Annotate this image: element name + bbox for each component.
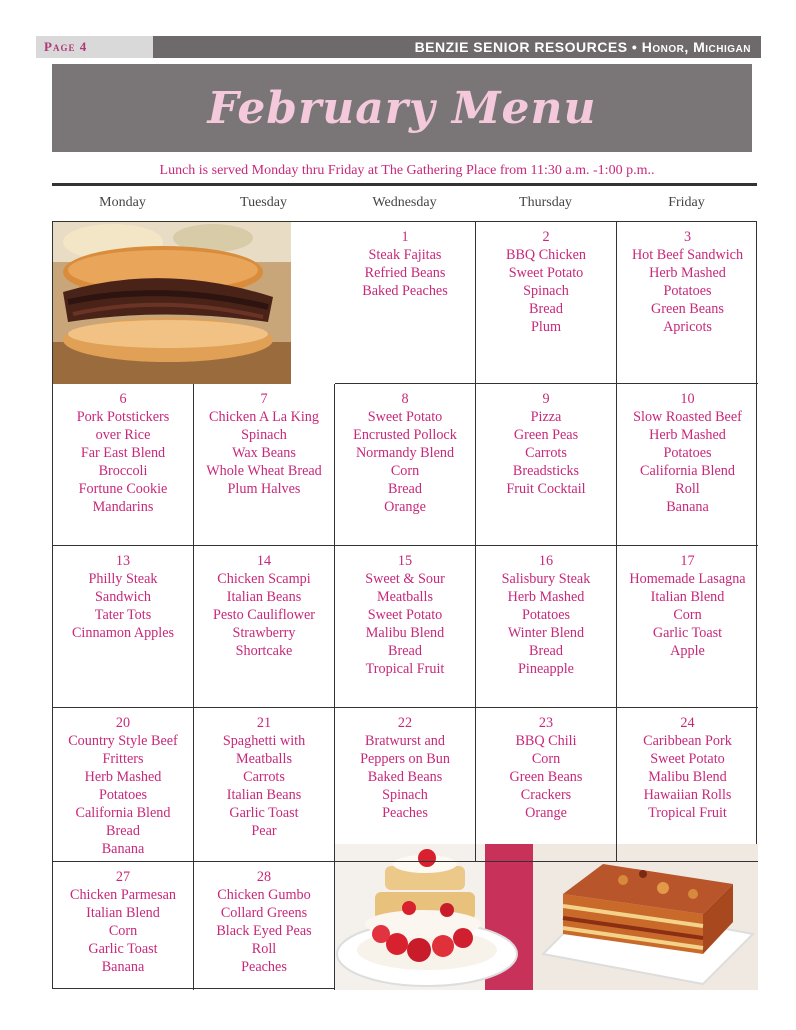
menu-item: Strawberry	[232, 625, 296, 641]
weekday-header	[52, 195, 757, 211]
menu-item: Wax Beans	[232, 445, 296, 461]
menu-item: Encrusted Pollock	[353, 427, 457, 443]
day-number: 24	[680, 715, 695, 731]
menu-item: Tropical Fruit	[365, 661, 445, 677]
menu-item: Orange	[384, 499, 426, 515]
menu-item: Homemade Lasagna	[629, 571, 746, 587]
menu-item: Sweet & Sour	[365, 571, 445, 587]
menu-item: Broccoli	[98, 463, 148, 479]
menu-item: Baked Peaches	[362, 283, 448, 299]
menu-item: Pineapple	[518, 661, 574, 677]
day-number: 15	[397, 553, 413, 569]
menu-item: Meatballs	[377, 589, 433, 605]
menu-item: Pizza	[530, 409, 562, 425]
menu-item: Banana	[101, 959, 145, 975]
day-number: 17	[680, 553, 695, 569]
menu-day-cell	[194, 384, 335, 546]
menu-day-cell	[476, 708, 617, 862]
menu-item: Potatoes	[521, 607, 571, 623]
menu-item: Spaghetti with	[222, 733, 306, 749]
menu-item: Tropical Fruit	[648, 805, 727, 821]
title-banner	[52, 64, 752, 152]
menu-item: Sandwich	[95, 589, 151, 605]
menu-day-cell	[617, 222, 758, 384]
menu-item: Collard Greens	[220, 905, 308, 921]
menu-item: Meatballs	[236, 751, 292, 767]
day-number: 28	[256, 869, 272, 885]
menu-item: Apricots	[663, 319, 712, 335]
menu-item: Bread	[388, 643, 422, 659]
menu-day-cell	[335, 384, 476, 546]
weekday-tuesday: Tuesday	[240, 195, 287, 210]
menu-day-cell	[194, 862, 335, 990]
menu-day-cell	[53, 862, 194, 990]
menu-item: Bratwurst and	[365, 733, 445, 749]
day-number: 13	[115, 553, 131, 569]
menu-item: Hot Beef Sandwich	[631, 247, 744, 263]
menu-item: Potatoes	[663, 445, 712, 461]
menu-day-cell	[476, 222, 617, 384]
menu-item: Slow Roasted Beef	[633, 409, 742, 425]
menu-item: Salisbury Steak	[501, 571, 591, 587]
page-title: February Menu	[207, 82, 597, 134]
menu-item: Potatoes	[663, 283, 712, 299]
menu-item: Garlic Toast	[652, 625, 723, 641]
menu-item: Pork Potstickers	[76, 409, 170, 425]
menu-item: Pear	[251, 823, 277, 839]
menu-item: BBQ Chicken	[506, 247, 586, 263]
menu-item: Mandarins	[92, 499, 154, 515]
menu-item: Green Beans	[509, 769, 583, 785]
menu-item: Whole Wheat Bread	[206, 463, 322, 479]
menu-item: Carrots	[525, 445, 567, 461]
menu-day-cell	[53, 708, 194, 862]
day-number: 22	[397, 715, 413, 731]
menu-day-cell	[194, 708, 335, 862]
menu-item: Philly Steak	[88, 571, 158, 587]
menu-item: Black Eyed Peas	[216, 923, 312, 939]
menu-item: Plum	[531, 319, 561, 335]
menu-item: Sweet Potato	[650, 751, 725, 767]
menu-item: Tater Tots	[94, 607, 152, 623]
weekday-friday: Friday	[668, 195, 705, 210]
menu-item: Corn	[108, 923, 138, 939]
menu-item: Potatoes	[98, 787, 148, 803]
menu-item: Sweet Potato	[508, 265, 584, 281]
menu-item: Winter Blend	[507, 625, 585, 641]
page-header-bar	[36, 36, 761, 58]
menu-item: Cinnamon Apples	[71, 625, 175, 641]
day-number: 27	[115, 869, 131, 885]
menu-item: Shortcake	[235, 643, 293, 659]
menu-item: California Blend	[75, 805, 171, 821]
menu-day-cell	[617, 708, 758, 862]
menu-item: Roll	[675, 481, 700, 497]
menu-item: Normandy Blend	[355, 445, 455, 461]
day-number: 6	[119, 391, 127, 407]
day-number: 16	[538, 553, 554, 569]
menu-day-cell	[194, 546, 335, 708]
weekday-wednesday: Wednesday	[372, 195, 437, 210]
weekday-monday: Monday	[99, 195, 146, 210]
menu-item: Herb Mashed	[649, 265, 726, 281]
menu-item: Italian Beans	[226, 589, 302, 605]
menu-item: Sweet Potato	[367, 409, 443, 425]
menu-item: Corn	[531, 751, 561, 767]
menu-item: Refried Beans	[364, 265, 446, 281]
menu-item: Country Style Beef	[68, 733, 178, 749]
menu-item: Chicken A La King	[209, 409, 319, 425]
organization-name: BENZIE SENIOR RESOURCES • Honor, Michigan	[153, 36, 761, 58]
menu-item: Fritters	[102, 751, 144, 767]
strawberry-shortcake-photo	[335, 844, 533, 990]
day-number: 1	[401, 229, 409, 245]
menu-day-cell	[476, 384, 617, 546]
beef-sandwich-image	[53, 222, 291, 384]
menu-item: Orange	[525, 805, 567, 821]
menu-item: Garlic Toast	[229, 805, 299, 821]
day-number: 7	[260, 391, 268, 407]
lunch-schedule-note: Lunch is served Monday thru Friday at The Gathering Place from 11:30 a.m. -1:00 p.m..	[159, 163, 655, 178]
menu-item: Fruit Cocktail	[506, 481, 586, 497]
menu-item: Caribbean Pork	[643, 733, 732, 749]
menu-item: Bread	[388, 481, 422, 497]
menu-item: Bread	[529, 643, 563, 659]
menu-item: Peppers on Bun	[360, 751, 450, 767]
menu-item: Banana	[101, 841, 145, 857]
menu-item: Fortune Cookie	[78, 481, 168, 497]
menu-day-cell	[617, 384, 758, 546]
beef-sandwich-photo	[53, 222, 291, 384]
menu-item: Hawaiian Rolls	[643, 787, 732, 803]
strawberry-shortcake-image	[335, 844, 533, 990]
menu-item: Corn	[673, 607, 702, 623]
day-number: 8	[401, 391, 409, 407]
menu-item: Garlic Toast	[88, 941, 158, 957]
menu-item: Malibu Blend	[648, 769, 727, 785]
menu-item: Italian Blend	[86, 905, 160, 921]
menu-item: Carrots	[243, 769, 285, 785]
menu-item: Banana	[666, 499, 709, 515]
menu-item: Peaches	[241, 959, 287, 975]
menu-item: Baked Beans	[367, 769, 443, 785]
menu-calendar-grid	[52, 221, 757, 989]
menu-item: Italian Beans	[226, 787, 302, 803]
menu-item: Crackers	[520, 787, 572, 803]
menu-item: Chicken Scampi	[217, 571, 311, 587]
menu-item: Green Beans	[651, 301, 724, 317]
menu-item: BBQ Chili	[515, 733, 577, 749]
menu-day-cell	[476, 546, 617, 708]
menu-item: Corn	[390, 463, 420, 479]
menu-item: Chicken Gumbo	[217, 887, 311, 903]
menu-item: Pesto Cauliflower	[212, 607, 316, 623]
menu-item: Chicken Parmesan	[70, 887, 176, 903]
menu-item: Peaches	[382, 805, 428, 821]
menu-item: Bread	[106, 823, 140, 839]
lasagna-image	[533, 844, 758, 990]
menu-item: Sweet Potato	[367, 607, 443, 623]
menu-item: Spinach	[382, 787, 428, 803]
menu-item: Steak Fajitas	[368, 247, 442, 263]
menu-day-cell	[335, 708, 476, 862]
day-number: 21	[256, 715, 272, 731]
menu-item: Green Peas	[513, 427, 579, 443]
day-number: 23	[538, 715, 554, 731]
menu-item: Apple	[670, 643, 705, 659]
day-number: 14	[256, 553, 272, 569]
menu-item: over Rice	[95, 427, 151, 443]
menu-item: California Blend	[640, 463, 735, 479]
day-number: 9	[542, 391, 550, 407]
menu-item: Spinach	[241, 427, 287, 443]
weekday-thursday: Thursday	[519, 195, 572, 210]
page-number: Page 4	[36, 36, 153, 58]
menu-day-cell	[617, 546, 758, 708]
day-number: 20	[115, 715, 131, 731]
header-divider	[52, 183, 757, 186]
menu-item: Far East Blend	[80, 445, 166, 461]
day-number: 10	[680, 391, 695, 407]
menu-item: Herb Mashed	[649, 427, 726, 443]
day-number: 3	[683, 229, 692, 245]
menu-item: Plum Halves	[227, 481, 301, 497]
menu-day-cell	[53, 546, 194, 708]
menu-day-cell	[335, 222, 476, 384]
menu-item: Herb Mashed	[507, 589, 585, 605]
menu-item: Breadsticks	[512, 463, 580, 479]
menu-item: Roll	[251, 941, 277, 957]
menu-day-cell	[53, 384, 194, 546]
menu-item: Herb Mashed	[84, 769, 162, 785]
lasagna-photo	[533, 844, 758, 990]
menu-day-cell	[335, 546, 476, 708]
menu-item: Malibu Blend	[365, 625, 445, 641]
menu-item: Spinach	[523, 283, 569, 299]
menu-item: Bread	[529, 301, 563, 317]
day-number: 2	[542, 229, 550, 245]
menu-item: Italian Blend	[650, 589, 725, 605]
